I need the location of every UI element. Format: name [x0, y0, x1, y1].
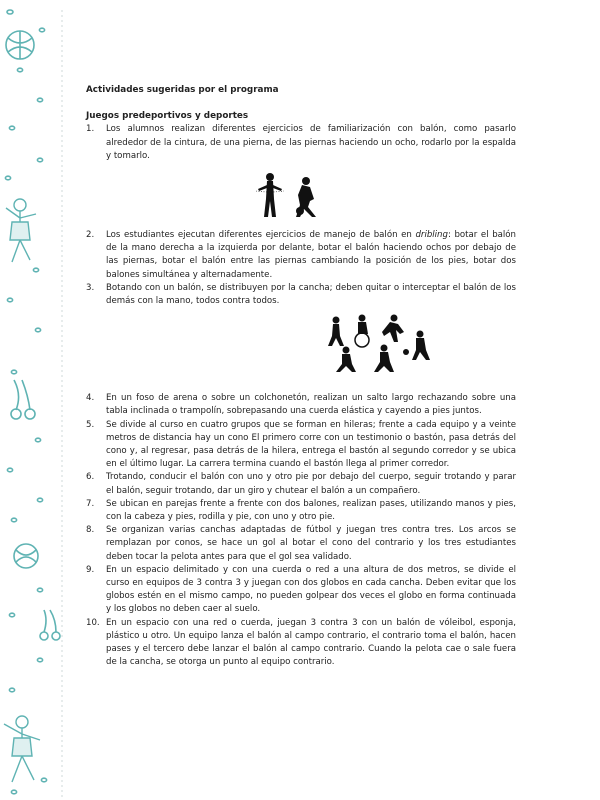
activity-list: [86, 123, 516, 163]
item-text: En un espacio con una red o cuerda, juegan 3 contra 3 con un balón de vóleibol, esponja, plástico u otro. Un equipo lanza el balón al campo contrario, el contrario toma el balón, hacen pases y el tercero debe lanzar el balón al campo contrario. Cuando la pelota cae o sale fuera de la cancha, se otorga un punto al equipo contrario.: [106, 617, 516, 668]
item-number: 5.: [86, 419, 95, 430]
activity-list-rest: [86, 392, 516, 669]
group-players-icon: [324, 312, 434, 374]
list-item: [86, 282, 516, 308]
item-number: 8.: [86, 525, 95, 536]
decorative-margin: [0, 0, 70, 800]
list-item: [86, 524, 516, 564]
page-title: Actividades sugeridas por el programa: [86, 85, 279, 95]
item-text-a: Los estudiantes ejecutan diferentes ejercicios de manejo de balón en: [106, 230, 416, 241]
item-emphasis: dribling: [415, 230, 448, 241]
section-title: Juegos predeportivos y deportes: [86, 111, 249, 122]
item-number: 1.: [86, 124, 95, 135]
item-text: Se divide al curso en cuatro grupos que se forman en hileras; frente a cada equipo y a veinte metros de distancia hay un cono El primero corre con un testimonio o bastón, pasa detrás del cono y, al regresar, pasa detrás de la hilera, entrega el bastón al segundo corredor y se ubica en el último lugar. La carrera termina cuando el bastón llega al primer corredor.: [106, 419, 516, 470]
list-item: [86, 564, 516, 617]
item-number: 6.: [86, 472, 95, 483]
item-number: 10.: [86, 617, 100, 628]
item-number: 7.: [86, 498, 95, 509]
item-text-b: : botar el balón de la mano derecha a la izquierda por delante, botar el balón haciendo ochos por debajo de las piernas, botar el balón entre las piernas cambiando la posición de los pies, botar dos balones simultánea y alternadamente.: [106, 230, 517, 280]
item-text: Se ubican en parejas frente a frente con dos balones, realizan pases, utilizando manos y pies, con la cabeza y pies, rodilla y pie, con uno y otro pie.: [106, 498, 516, 523]
list-item: [86, 123, 516, 163]
document-body: [86, 84, 516, 670]
activity-list-cont: [86, 229, 516, 308]
item-number: 3.: [86, 282, 95, 293]
list-item: [86, 498, 516, 524]
item-text: Trotando, conducir el balón con uno y otro pie por debajo del cuerpo, seguir trotando y parar el balón, seguir trotando, dar un giro y chutear el balón a un compañero.: [106, 472, 516, 496]
item-number: 9.: [86, 564, 95, 575]
list-item: [86, 229, 516, 282]
item-text: Se organizan varias canchas adaptadas de fútbol y juegan tres contra tres. Los arcos se remplazan por conos, se hace un gol al botar el cono del contrario y los tres estudiantes deben tocar la pelota antes para que el gol sea validado.: [106, 525, 516, 562]
list-item: [86, 392, 516, 418]
item-text: En un espacio delimitado y con una cuerda o red a una altura de dos metros, se divide el curso en equipos de 3 contra 3 y juegan con dos globos en cada cancha. Deben evitar que los globos estén en el mismo campo, no pueden golpear dos veces el globo en forma continuada y los globos no deben caer al suelo.: [106, 564, 516, 615]
item-text: Los alumnos realizan diferentes ejercicios de familiarización con balón, como pasarlo alrededor de la cintura, de una pierna, de las piernas haciendo un ocho, rodarlo por la espalda y tomarlo.: [106, 124, 516, 161]
item-number: 2.: [86, 230, 95, 241]
item-text: En un foso de arena o sobre un colchonetón, realizan un salto largo rechazando sobre una tabla inclinada o trampolín, sobrepasando una cuerda elástica y cayendo a pies juntos.: [106, 393, 516, 417]
list-item: [86, 471, 516, 497]
list-item: [86, 419, 516, 472]
margin-decoration-icon: [0, 0, 70, 800]
basketball-players-icon: [254, 171, 324, 219]
item-text: Botando con un balón, se distribuyen por la cancha; deben quitar o interceptar el balón de los demás con la mano, todos contra todos.: [106, 282, 516, 307]
item-number: 4.: [86, 393, 95, 404]
list-item: [86, 617, 516, 670]
